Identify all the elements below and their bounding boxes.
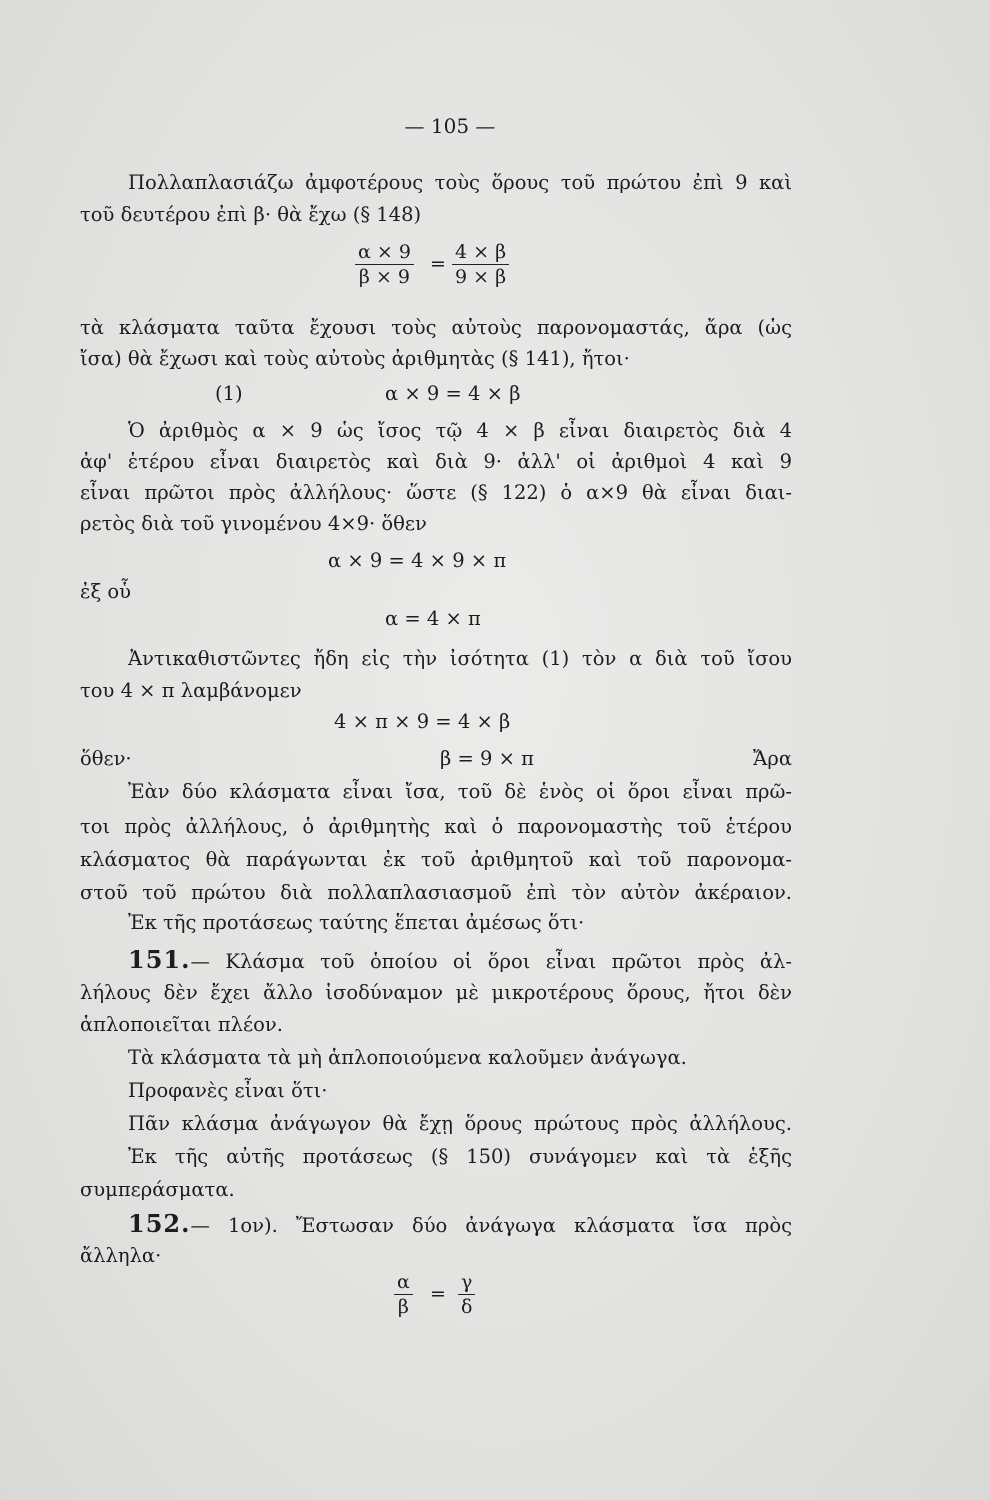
text-line: Ἐκ τῆς αὐτῆς προτάσεως (§ 150) συνάγομεν καὶ τὰ ἑξῆς xyxy=(128,1145,792,1168)
text-line: Προφανὲς εἶναι ὅτι· xyxy=(128,1079,328,1102)
text-line: ἴσα) θὰ ἔχωσι καὶ τοὺς αὐτοὺς ἀριθμητὰς (§ 141), ἤτοι· xyxy=(80,347,630,370)
text-line: Ἄρα xyxy=(753,747,792,770)
numerator: α × 9 xyxy=(355,240,414,265)
numerator: γ xyxy=(458,1270,475,1295)
text-line: εἶναι πρῶτοι πρὸς ἀλλήλους· ὥστε (§ 122) ὁ α×9 θὰ εἶναι διαι- xyxy=(80,481,792,504)
text-line: Ἐὰν δύο κλάσματα εἶναι ἴσα, τοῦ δὲ ἑνὸς οἱ ὅροι εἶναι πρῶ- xyxy=(128,780,792,803)
text-line: λήλους δὲν ἔχει ἄλλο ἰσοδύναμον μὲ μικροτέρους ὅρους, ἤτοι δὲν xyxy=(80,981,792,1004)
text-line: ρετὸς διὰ τοῦ γινομένου 4×9· ὅθεν xyxy=(80,512,427,535)
text-line: — 1ον). Ἔστωσαν δύο ἀνάγωγα κλάσματα ἴσα πρὸς xyxy=(190,1214,792,1237)
section-151 xyxy=(80,945,792,977)
equation: α = 4 × π xyxy=(385,607,481,630)
fraction xyxy=(458,1270,475,1319)
text-line: ἄλληλα· xyxy=(80,1244,162,1267)
equation: α × 9 = 4 × 9 × π xyxy=(328,549,507,572)
fraction xyxy=(394,1270,413,1319)
numerator: α xyxy=(394,1270,413,1295)
text-line: Τὰ κλάσματα τὰ μὴ ἁπλοποιούμενα καλοῦμεν ἀνάγωγα. xyxy=(128,1046,687,1069)
denominator: 9 × β xyxy=(455,266,507,288)
text-line: Ἐκ τῆς προτάσεως ταύτης ἕπεται ἀμέσως ὅτι· xyxy=(128,911,585,934)
text-line: του 4 × π λαμβάνομεν xyxy=(80,679,302,702)
fraction xyxy=(355,240,414,289)
equation-label: (1) xyxy=(215,382,243,405)
text-line: ἀφ' ἑτέρου εἶναι διαιρετὸς καὶ διὰ 9· ἀλλ' οἱ ἀριθμοὶ 4 καὶ 9 xyxy=(80,450,792,473)
section-number: 151. xyxy=(128,945,191,974)
section-152 xyxy=(80,1209,792,1241)
denominator: β × 9 xyxy=(358,266,410,288)
text-line: ἐξ οὗ xyxy=(80,580,131,603)
text-line: τὰ κλάσματα ταῦτα ἔχουσι τοὺς αὐτοὺς παρονομαστάς, ἄρα (ὡς xyxy=(80,316,792,339)
equals-sign: = xyxy=(430,1283,446,1305)
denominator: β xyxy=(397,1296,409,1318)
equation: β = 9 × π xyxy=(440,747,534,770)
section-number: 152. xyxy=(128,1209,191,1238)
text-line: κλάσματος θὰ παράγωνται ἐκ τοῦ ἀριθμητοῦ καὶ τοῦ παρονομα- xyxy=(80,848,792,871)
text-line: Ἀντικαθιστῶντες ἤδη εἰς τὴν ἰσότητα (1) τὸν α διὰ τοῦ ἴσου xyxy=(128,647,792,670)
equation: 4 × π × 9 = 4 × β xyxy=(334,710,511,733)
numerator: 4 × β xyxy=(452,240,509,265)
text-line: συμπεράσματα. xyxy=(80,1178,235,1201)
text-line: — Κλάσμα τοῦ ὁποίου οἱ ὅροι εἶναι πρῶτοι πρὸς ἀλ- xyxy=(190,950,792,973)
fraction xyxy=(452,240,509,289)
equation: α × 9 = 4 × β xyxy=(385,382,521,405)
text-line: ἁπλοποιεῖται πλέον. xyxy=(80,1013,283,1036)
text-line: στοῦ τοῦ πρώτου διὰ πολλαπλασιασμοῦ ἐπὶ τὸν αὐτὸν ἀκέραιον. xyxy=(80,881,792,904)
text-line: Πολλαπλασιάζω ἀμφοτέρους τοὺς ὅρους τοῦ πρώτου ἐπὶ 9 καὶ xyxy=(128,171,792,194)
equals-sign: = xyxy=(430,253,446,275)
page-number: — 105 — xyxy=(404,114,496,138)
text-line: Ὁ ἀριθμὸς α × 9 ὡς ἴσος τῷ 4 × β εἶναι διαιρετὸς διὰ 4 xyxy=(128,419,792,442)
text-line: Πᾶν κλάσμα ἀνάγωγον θὰ ἔχῃ ὅρους πρώτους πρὸς ἀλλήλους. xyxy=(128,1112,792,1135)
text-line: τοῦ δευτέρου ἐπὶ β· θὰ ἔχω (§ 148) xyxy=(80,203,422,226)
text-line: ὅθεν· xyxy=(80,747,132,770)
denominator: δ xyxy=(461,1296,473,1318)
text-line: τοι πρὸς ἀλλήλους, ὁ ἀριθμητὴς καὶ ὁ παρονομαστὴς τοῦ ἑτέρου xyxy=(80,815,792,838)
